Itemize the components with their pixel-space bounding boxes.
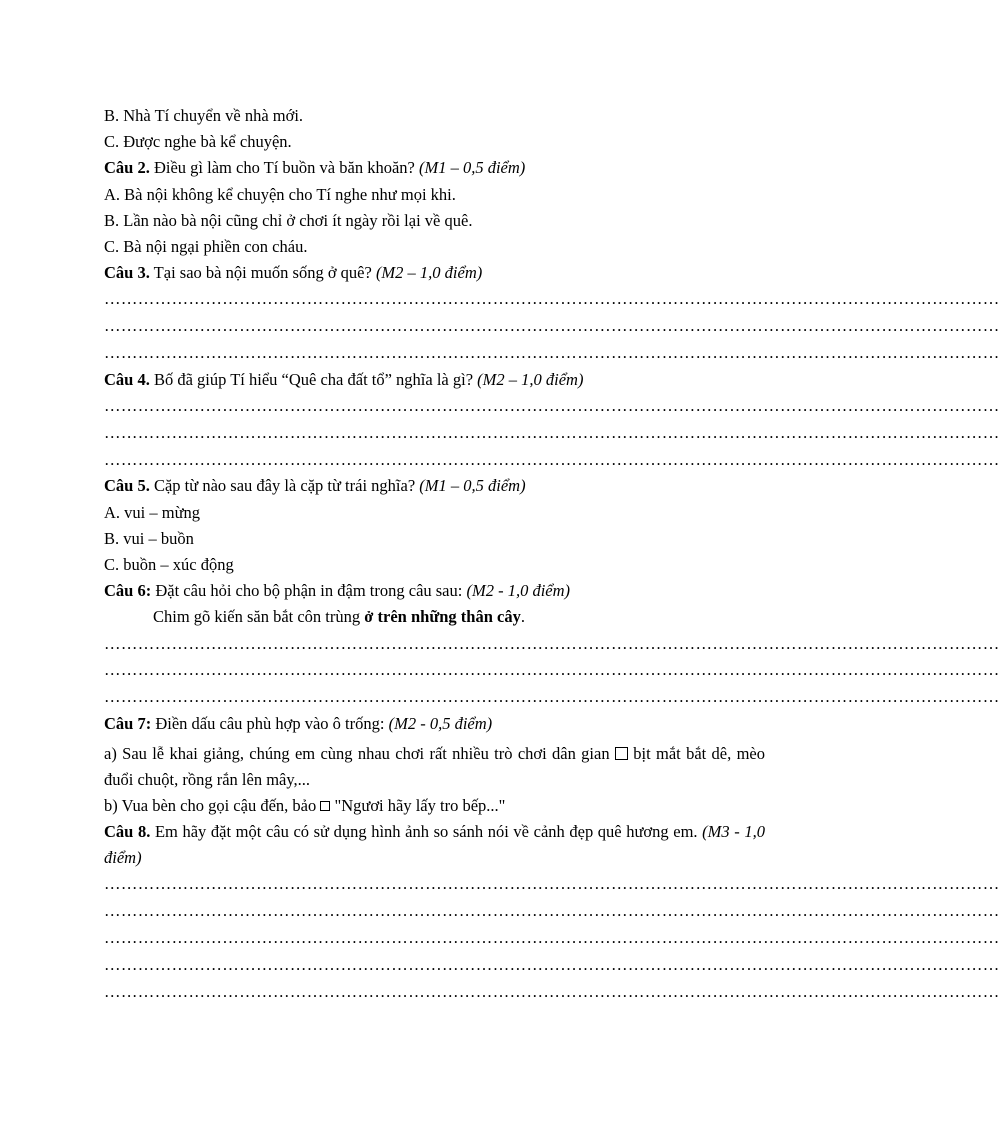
question-label: Câu 6: xyxy=(104,581,152,601)
question-7-item-a xyxy=(104,741,765,793)
question-points: (M2 – 1,0 điểm) xyxy=(375,263,483,283)
question-points: (M2 - 1,0 điểm) xyxy=(466,581,571,601)
answer-line[interactable]: …………………………………………………………………………………………………………………………………………… xyxy=(104,316,1000,336)
question-text: Em hãy đặt một câu có sử dụng hình ảnh so sánh nói về cảnh đẹp quê hương em. xyxy=(150,822,703,842)
answer-line[interactable]: …………………………………………………………………………………………………………………………………………… xyxy=(104,874,1000,894)
answer-line[interactable]: …………………………………………………………………………………………………………………………………………… xyxy=(104,687,1000,707)
question-points: (M1 – 0,5 điểm) xyxy=(418,158,526,178)
option-c-q5: C. buồn – xúc động xyxy=(104,555,234,575)
blank-box-icon[interactable] xyxy=(615,747,628,760)
question-3 xyxy=(104,260,765,286)
blank-box-icon[interactable] xyxy=(320,801,330,811)
item-text-before: a) Sau lễ khai giảng, chúng em cùng nhau chơi rất nhiều trò chơi dân gian xyxy=(104,744,615,764)
question-label: Câu 7: xyxy=(104,714,152,734)
option-c-q2: C. Bà nội ngại phiền con cháu. xyxy=(104,237,308,257)
question-5 xyxy=(104,473,765,499)
item-text-before: b) Vua bèn cho gọi cậu đến, bảo xyxy=(104,796,321,816)
question-text: Bố đã giúp Tí hiểu “Quê cha đất tổ” nghĩa là gì? xyxy=(149,369,478,389)
question-points: (M1 – 0,5 điểm) xyxy=(419,476,526,496)
question-2 xyxy=(104,155,765,181)
question-text: Đặt câu hỏi cho bộ phận in đậm trong câu sau: xyxy=(151,581,467,601)
question-6-sentence xyxy=(104,604,765,630)
answer-line[interactable]: …………………………………………………………………………………………………………………………………………… xyxy=(104,633,1000,653)
question-label: Câu 8. xyxy=(104,822,151,842)
question-label: Câu 2. xyxy=(104,158,150,178)
question-7-item-b xyxy=(104,793,765,819)
question-text: Điền dấu câu phù hợp vào ô trống: xyxy=(151,714,389,734)
answer-line[interactable]: …………………………………………………………………………………………………………………………………………… xyxy=(104,660,1000,680)
answer-line[interactable]: …………………………………………………………………………………………………………………………………………… xyxy=(104,981,1000,1001)
option-c-q1: C. Được nghe bà kể chuyện. xyxy=(104,132,292,152)
question-4 xyxy=(104,367,765,393)
option-b-q1: B. Nhà Tí chuyển về nhà mới. xyxy=(104,106,304,125)
question-points: (M2 - 0,5 điểm) xyxy=(388,714,493,734)
answer-line[interactable]: …………………………………………………………………………………………………………………………………………… xyxy=(104,901,1000,921)
option-b-q5: B. vui – buồn xyxy=(104,528,194,548)
sentence-end: . xyxy=(520,607,525,627)
sentence-bold-part: ở trên những thân cây xyxy=(364,607,521,627)
question-text: Cặp từ nào sau đây là cặp từ trái nghĩa? xyxy=(149,476,420,496)
answer-line[interactable]: …………………………………………………………………………………………………………………………………………… xyxy=(104,954,1000,974)
option-a-q5: A. vui – mừng xyxy=(104,502,201,522)
answer-line[interactable]: …………………………………………………………………………………………………………………………………………… xyxy=(104,449,1000,469)
question-label: Câu 5. xyxy=(104,476,150,496)
answer-line[interactable]: …………………………………………………………………………………………………………………………………………… xyxy=(104,396,1000,416)
question-points: (M2 – 1,0 điểm) xyxy=(477,369,584,389)
question-text: Tại sao bà nội muốn sống ở quê? xyxy=(149,263,376,283)
sentence-plain: Chim gõ kiến săn bắt côn trùng xyxy=(153,607,365,627)
item-text-after: "Ngươi hãy lấy tro bếp..." xyxy=(330,796,506,816)
question-label: Câu 4. xyxy=(104,369,150,389)
answer-line[interactable]: …………………………………………………………………………………………………………………………………………… xyxy=(104,422,1000,442)
question-text: Điều gì làm cho Tí buồn và băn khoăn? xyxy=(149,158,419,178)
option-a-q2: A. Bà nội không kể chuyện cho Tí nghe như mọi khi. xyxy=(104,184,456,204)
answer-line[interactable]: …………………………………………………………………………………………………………………………………………… xyxy=(104,928,1000,948)
question-label: Câu 3. xyxy=(104,263,150,283)
question-8 xyxy=(104,819,765,871)
option-b-q2: B. Lần nào bà nội cũng chỉ ở chơi ít ngày rồi lại về quê. xyxy=(104,210,473,230)
answer-line[interactable]: …………………………………………………………………………………………………………………………………………… xyxy=(104,343,1000,363)
answer-line[interactable]: …………………………………………………………………………………………………………………………………………… xyxy=(104,289,1000,309)
question-7 xyxy=(104,711,765,737)
question-points: (M3 - 1,0 điểm) xyxy=(104,822,766,868)
item-text-after: bịt mắt bắt dê, mèo đuổi chuột, rồng rắn lên mây,... xyxy=(104,744,765,790)
question-6 xyxy=(104,578,765,604)
